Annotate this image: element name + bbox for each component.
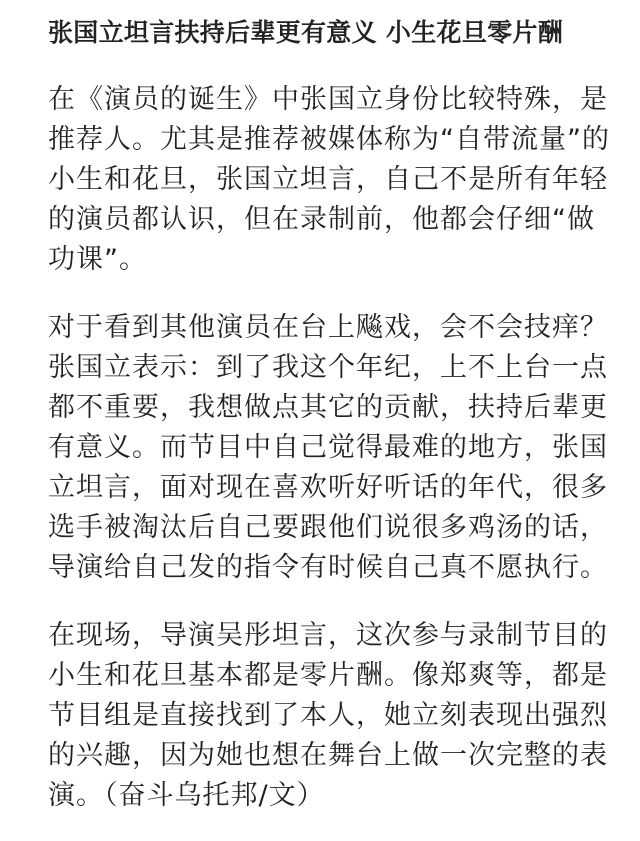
paragraph-line: 导演给自己发的指令有时候自己真不愿执行。 (48, 552, 608, 583)
article-headline: 张国立坦言扶持后辈更有意义 小生花旦零片酬 (48, 18, 564, 47)
paragraph-line: 在《演员的诞生》中张国立身份比较特殊，是 (48, 84, 608, 115)
paragraph-3 (48, 616, 610, 816)
paragraph-line: 张国立表示：到了我这个年纪，上不上台一点 (48, 352, 608, 383)
paragraph-line: 有意义。而节目中自己觉得最难的地方，张国 (48, 432, 608, 463)
paragraph-line: 在现场，导演吴彤坦言，这次参与录制节目的 (48, 620, 608, 651)
paragraph-line: 推荐人。尤其是推荐被媒体称为“自带流量”的 (48, 124, 610, 155)
paragraph-line: 对于看到其他演员在台上飚戏，会不会技痒？ (48, 312, 608, 343)
paragraph-1 (48, 80, 610, 280)
paragraph-2 (48, 308, 610, 588)
paragraph-line: 小生和花旦基本都是零片酬。像郑爽等，都是 (48, 660, 608, 691)
paragraph-line: 选手被淘汰后自己要跟他们说很多鸡汤的话， (48, 512, 608, 543)
paragraph-line: 小生和花旦，张国立坦言，自己不是所有年轻 (48, 164, 608, 195)
paragraph-line: 功课”。 (48, 244, 147, 275)
paragraph-line: 节目组是直接找到了本人，她立刻表现出强烈 (48, 700, 608, 731)
paragraph-line: 的演员都认识，但在录制前，他都会仔细“做 (48, 204, 595, 235)
paragraph-line: 的兴趣，因为她也想在舞台上做一次完整的表 (48, 740, 608, 771)
paragraph-line: 都不重要，我想做点其它的贡献，扶持后辈更 (48, 392, 608, 423)
paragraph-line: 立坦言，面对现在喜欢听好听话的年代，很多 (48, 472, 608, 503)
paragraph-line: 演。（奋斗乌托邦/文） (48, 780, 325, 811)
